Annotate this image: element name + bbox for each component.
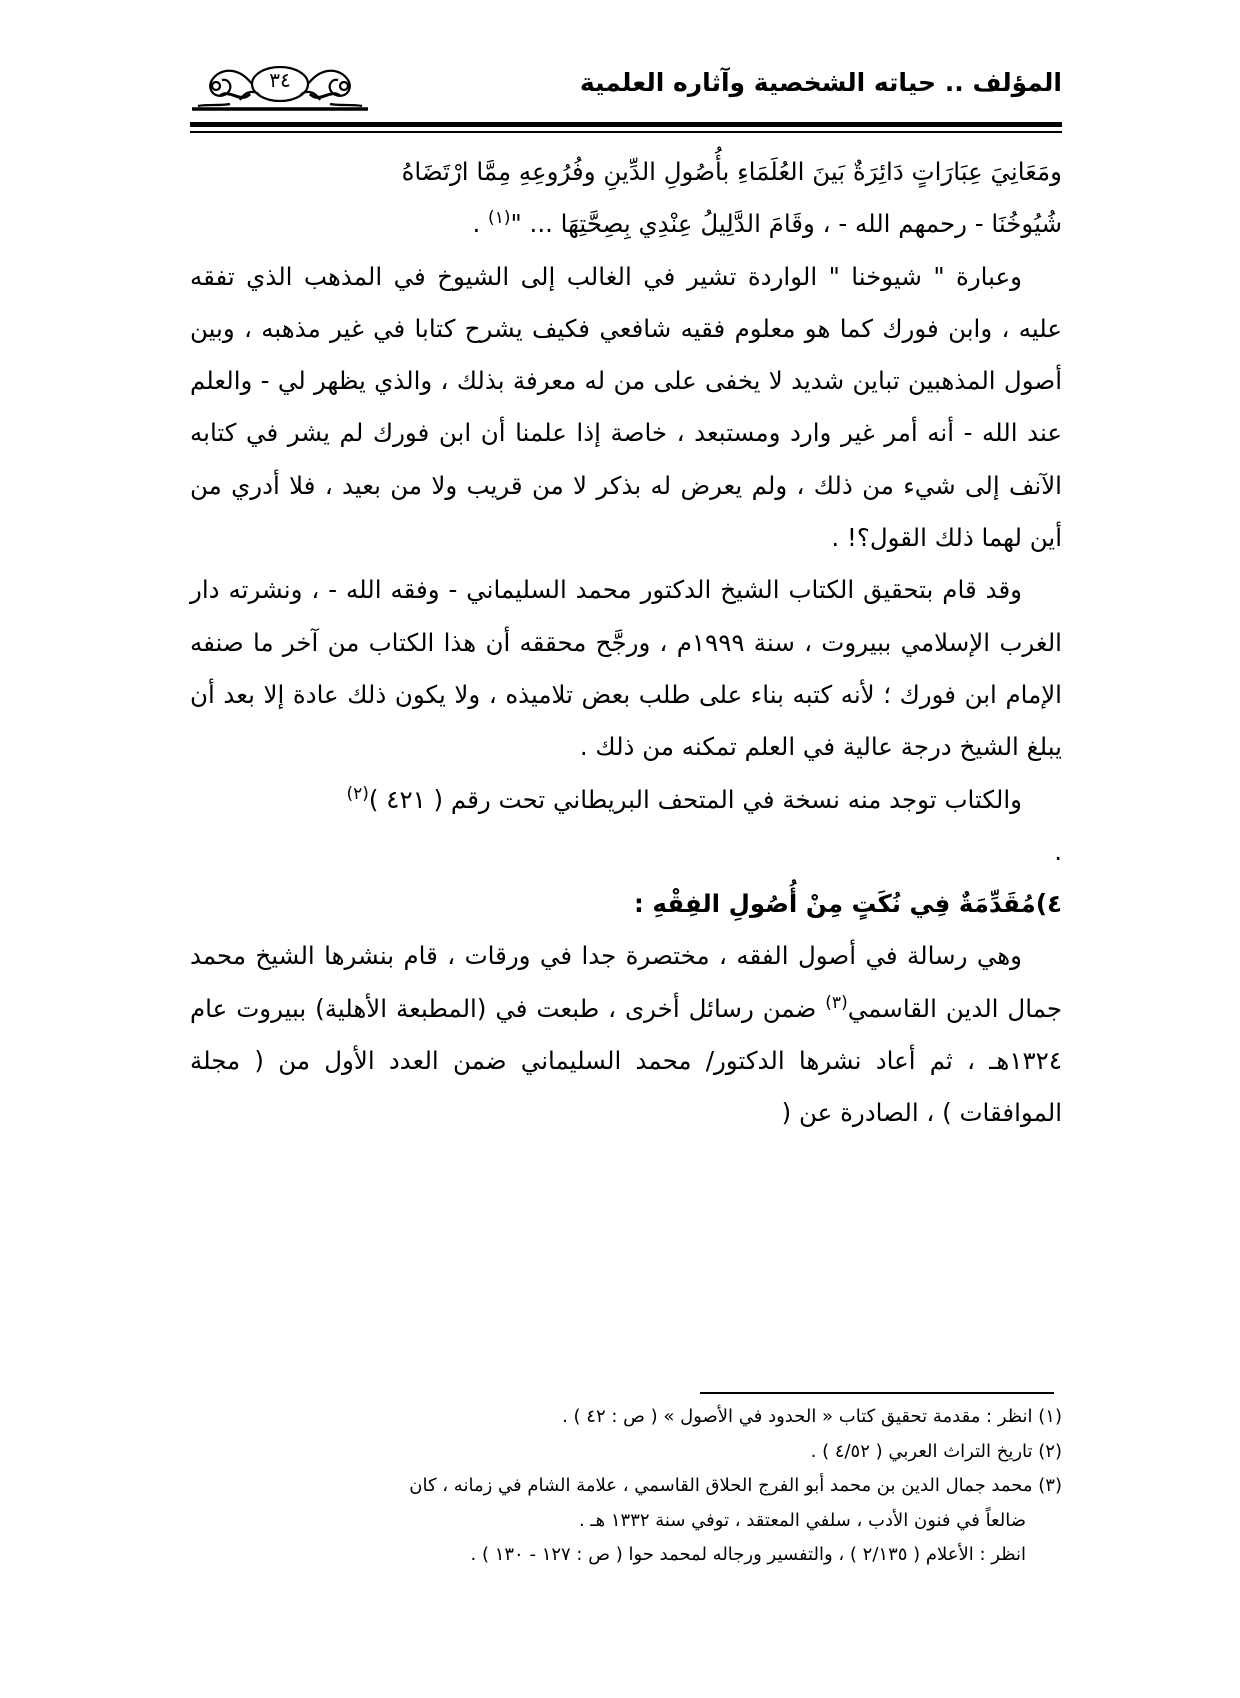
footnote-3: (٣) محمد جمال الدين بن محمد أبو الفرج الحلاق القاسمي ، علامة الشام في زمانه ، كان: [409, 1475, 1062, 1497]
section-heading: ٤)مُقَدِّمَةٌ فِي نُكَتٍ مِنْ أُصُولِ الفِقْهِ :: [634, 889, 1062, 919]
footnote-1: (١) انظر : مقدمة تحقيق كتاب « الحدود في الأصول » ( ص : ٤٢ ) .: [562, 1406, 1062, 1427]
paragraph-4-end: .: [1054, 836, 1062, 866]
header-rule-thin: [190, 131, 1062, 133]
paragraph-1-line-2: [190, 198, 1062, 250]
page-header: [190, 60, 1062, 126]
page-number: ٣٤: [269, 68, 291, 92]
footnote-ref-1[interactable]: (١): [488, 208, 511, 229]
paragraph-5-text-a: وهي رسالة في أصول الفقه ، مختصرة جدا في ورقات ، قام بنشرها الشيخ محمد جمال الدين القاسمي: [190, 941, 1062, 1023]
running-title: المؤلف .. حياته الشخصية وآثاره العلمية: [579, 68, 1062, 97]
footnote-2: (٢) تاريخ التراث العربي ( ٤/٥٢ ) .: [810, 1440, 1062, 1462]
paragraph-3: وقد قام بتحقيق الكتاب الشيخ الدكتور محمد السليماني - وفقه الله - ، ونشرته دار الغرب الإسلامي ببيروت ، سنة ١٩٩٩م ، ورجَّح محققه أن هذا الكتاب من آخر ما صنفه الإمام ابن فورك ؛ لأنه كتبه بناء على طلب بعض تلاميذه ، ولا يكون ذلك عادة إلا بعد أن يبلغ الشيخ درجة عالية في العلم تمكنه من ذلك .: [190, 575, 1062, 762]
footnote-3-continued: ضالعاً في فنون الأدب ، سلفي المعتقد ، توفي سنة ١٣٣٢ هـ .: [578, 1509, 1026, 1531]
main-text: [190, 146, 1062, 1140]
header-rule-thick: [190, 122, 1062, 127]
paragraph-5: [190, 930, 1062, 1139]
paragraph-5-text-b: ضمن رسائل أخرى ، طبعت في (المطبعة الأهلية) ببيروت عام ١٣٢٤هـ ، ثم أعاد نشرها الدكتور/ محمد السليماني ضمن العدد الأول من ( مجلة الموافقات ) ، الصادرة عن (: [190, 993, 1062, 1128]
footnotes: [190, 1400, 1062, 1573]
footnote-ref-3[interactable]: (٣): [825, 992, 848, 1013]
quote-text-end: شُيُوخُنَا - رحمهم الله - ، وقَامَ الدَّلِيلُ عِنْدِي بِصِحَّتِهَا ... ": [510, 209, 1062, 239]
paragraph-4: [190, 774, 1062, 826]
footnote-3-source: انظر : الأعلام ( ٢/١٣٥ ) ، والتفسير ورجاله لمحمد حوا ( ص : ١٢٧ - ١٣٠ ) .: [470, 1544, 1026, 1566]
paragraph-4-text: والكتاب توجد منه نسخة في المتحف البريطاني تحت رقم ( ٤٢١ ): [368, 784, 1022, 814]
paragraph-2: وعبارة " شيوخنا " الواردة تشير في الغالب إلى الشيوخ في المذهب الذي تفقه عليه ، وابن فورك كما هو معلوم فقيه شافعي فكيف يشرح كتابا في غير مذهبه ، وبين أصول المذهبين تباين شديد لا يخفى على من له معرفة بذلك ، والذي يظهر لي - والعلم عند الله - أنه أمر غير وارد ومستبعد ، خاصة إذا علمنا أن ابن فورك لم يشر في كتابه الآنف إلى شيء من ذلك ، ولم يعرض له بذكر لا من قريب ولا من بعيد ، فلا أدري من أين لهما ذلك القول؟! .: [190, 261, 1062, 553]
quote-punct: .: [472, 209, 489, 239]
quote-text: ومَعَانِيَ عِبَارَاتٍ دَائِرَةٌ بَينَ العُلَمَاءِ بأُصُولِ الدِّينِ وفُرُوعِهِ مِمَّا ارْتَضَاهُ: [401, 157, 1062, 186]
footnote-separator: [700, 1392, 1054, 1394]
paragraph-1-line-1: [190, 146, 1062, 198]
footnote-ref-2[interactable]: (٢): [346, 783, 369, 804]
